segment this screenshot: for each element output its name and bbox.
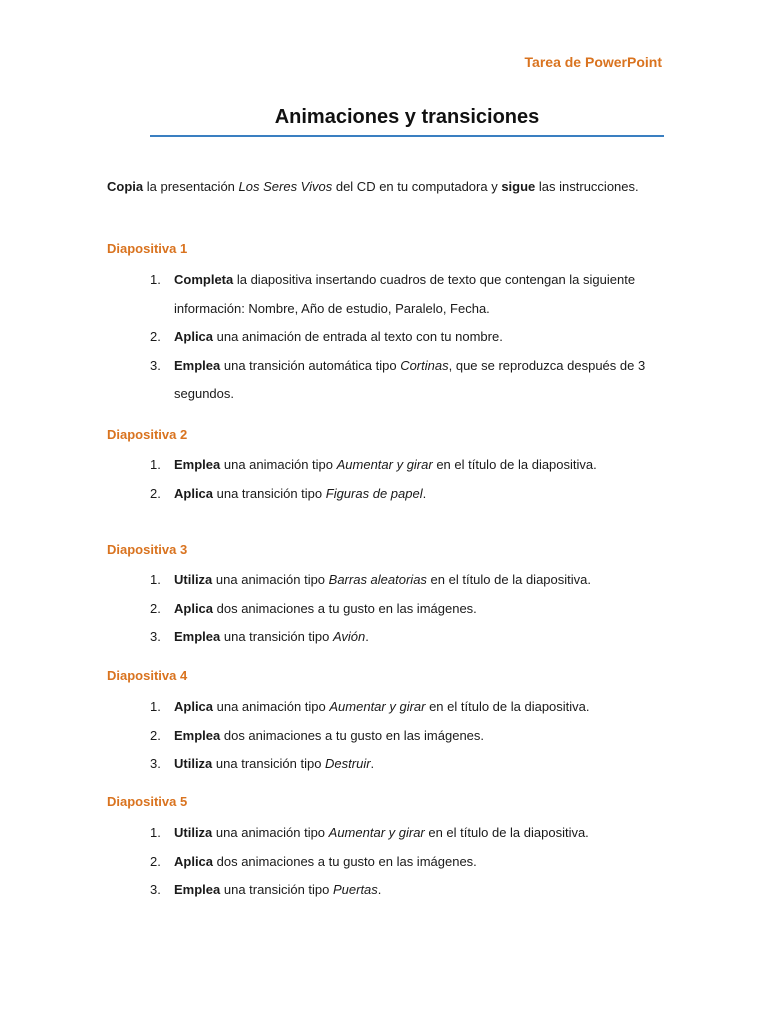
section-heading-2: Diapositiva 2	[107, 427, 188, 442]
step-verb: Emplea	[174, 457, 221, 472]
step-tail: , que se reproduzca después de 3 segundos.	[174, 357, 646, 402]
step-verb: Emplea	[174, 357, 221, 373]
step-verb: Emplea	[174, 727, 221, 743]
step-verb: Utiliza	[174, 756, 213, 772]
step-tail: en el título de la diapositiva.	[425, 699, 590, 714]
step-tail: en el título de la diapositiva.	[424, 825, 589, 840]
step-body: dos animaciones a tu gusto en las imágenes.	[213, 600, 477, 616]
intro-text-2: del CD en tu computadora y	[332, 179, 502, 194]
step-verb: Aplica	[174, 600, 214, 616]
step-italic: Cortinas	[400, 357, 449, 373]
section-heading-3: Diapositiva 3	[107, 542, 188, 557]
intro-text-1: la presentación	[143, 179, 239, 194]
step-number: 2.	[150, 329, 161, 345]
section-heading-1: Diapositiva 1	[107, 241, 188, 256]
intro-paragraph	[107, 179, 639, 194]
step-verb: Aplica	[174, 853, 214, 869]
step-text	[174, 595, 670, 624]
title-underline	[150, 135, 664, 137]
step-number: 2.	[150, 853, 161, 869]
step-text	[174, 352, 670, 409]
step-number: 3.	[150, 357, 161, 373]
list-item	[150, 876, 670, 905]
step-body: una transición automática tipo	[220, 357, 401, 373]
intro-text-3: las instrucciones.	[535, 179, 639, 194]
list-item	[150, 451, 670, 480]
step-body: una animación de entrada al texto con tu nombre.	[213, 329, 503, 345]
steps-list-2	[150, 451, 670, 508]
step-text	[174, 323, 670, 352]
step-tail: en el título de la diapositiva.	[432, 457, 597, 472]
step-body: la diapositiva insertando cuadros de texto que contengan la siguiente información: Nombre, Año de estudio, Paralelo, Fecha.	[174, 272, 636, 316]
step-italic: Destruir	[325, 756, 371, 772]
step-text	[174, 623, 670, 652]
step-tail: .	[370, 756, 375, 772]
list-item	[150, 323, 670, 352]
step-number: 2.	[150, 727, 161, 743]
step-text	[174, 480, 670, 509]
step-tail: .	[422, 485, 427, 501]
step-text	[174, 693, 670, 722]
step-body: una animación tipo	[213, 699, 330, 714]
step-italic: Aumentar y girar	[329, 699, 426, 714]
steps-list-4	[150, 693, 670, 779]
step-text	[174, 722, 670, 751]
steps-list-1	[150, 266, 670, 409]
step-number: 1.	[150, 457, 161, 472]
step-text	[174, 876, 670, 905]
step-body: dos animaciones a tu gusto en las imágenes.	[213, 853, 477, 869]
step-body: una transición tipo	[212, 756, 326, 772]
step-number: 3.	[150, 629, 161, 645]
step-italic: Barras aleatorias	[328, 572, 427, 587]
step-body: una transición tipo	[220, 882, 333, 898]
step-text	[174, 566, 670, 595]
step-verb: Aplica	[174, 485, 214, 501]
list-item	[150, 819, 670, 848]
step-body: una animación tipo	[212, 825, 329, 840]
step-number: 1.	[150, 272, 161, 287]
step-italic: Avión	[332, 629, 366, 645]
step-verb: Completa	[174, 272, 234, 287]
step-verb: Emplea	[174, 629, 221, 645]
step-tail: en el título de la diapositiva.	[426, 572, 591, 587]
steps-list-5	[150, 819, 670, 905]
step-body: una transición tipo	[213, 485, 326, 501]
list-item	[150, 693, 670, 722]
step-text	[174, 451, 670, 480]
step-tail: .	[377, 882, 382, 898]
step-number: 1.	[150, 572, 161, 587]
intro-presentation-name: Los Seres Vivos	[238, 179, 333, 194]
step-italic: Figuras de papel	[325, 485, 423, 501]
steps-list-3	[150, 566, 670, 652]
list-item	[150, 750, 670, 779]
step-tail: .	[365, 629, 369, 645]
list-item	[150, 352, 670, 409]
step-number: 2.	[150, 600, 161, 616]
list-item	[150, 266, 670, 323]
step-verb: Emplea	[174, 882, 221, 898]
step-number: 2.	[150, 485, 161, 501]
list-item	[150, 566, 670, 595]
document-title: Animaciones y transiciones	[274, 106, 540, 128]
step-text	[174, 750, 670, 779]
step-verb: Utiliza	[174, 572, 213, 587]
list-item	[150, 722, 670, 751]
list-item	[150, 480, 670, 509]
step-verb: Aplica	[174, 699, 214, 714]
step-body: una animación tipo	[212, 572, 329, 587]
header-label: Tarea de PowerPoint	[524, 54, 662, 70]
step-verb: Utiliza	[174, 825, 213, 840]
intro-verb-copia: Copia	[107, 179, 144, 194]
step-text	[174, 819, 670, 848]
step-italic: Aumentar y girar	[336, 457, 433, 472]
step-number: 3.	[150, 882, 161, 898]
intro-verb-sigue: sigue	[501, 179, 536, 194]
section-heading-5: Diapositiva 5	[107, 794, 188, 809]
section-heading-4: Diapositiva 4	[107, 668, 188, 683]
step-text	[174, 848, 670, 877]
step-text	[174, 266, 670, 323]
step-number: 3.	[150, 756, 161, 772]
step-body: una animación tipo	[220, 457, 337, 472]
step-body: una transición tipo	[220, 629, 333, 645]
step-body: dos animaciones a tu gusto en las imágenes.	[220, 727, 485, 743]
step-verb: Aplica	[174, 329, 214, 345]
step-italic: Puertas	[332, 882, 378, 898]
step-number: 1.	[150, 699, 161, 714]
list-item	[150, 595, 670, 624]
list-item	[150, 848, 670, 877]
list-item	[150, 623, 670, 652]
step-number: 1.	[150, 825, 161, 840]
step-italic: Aumentar y girar	[328, 825, 425, 840]
